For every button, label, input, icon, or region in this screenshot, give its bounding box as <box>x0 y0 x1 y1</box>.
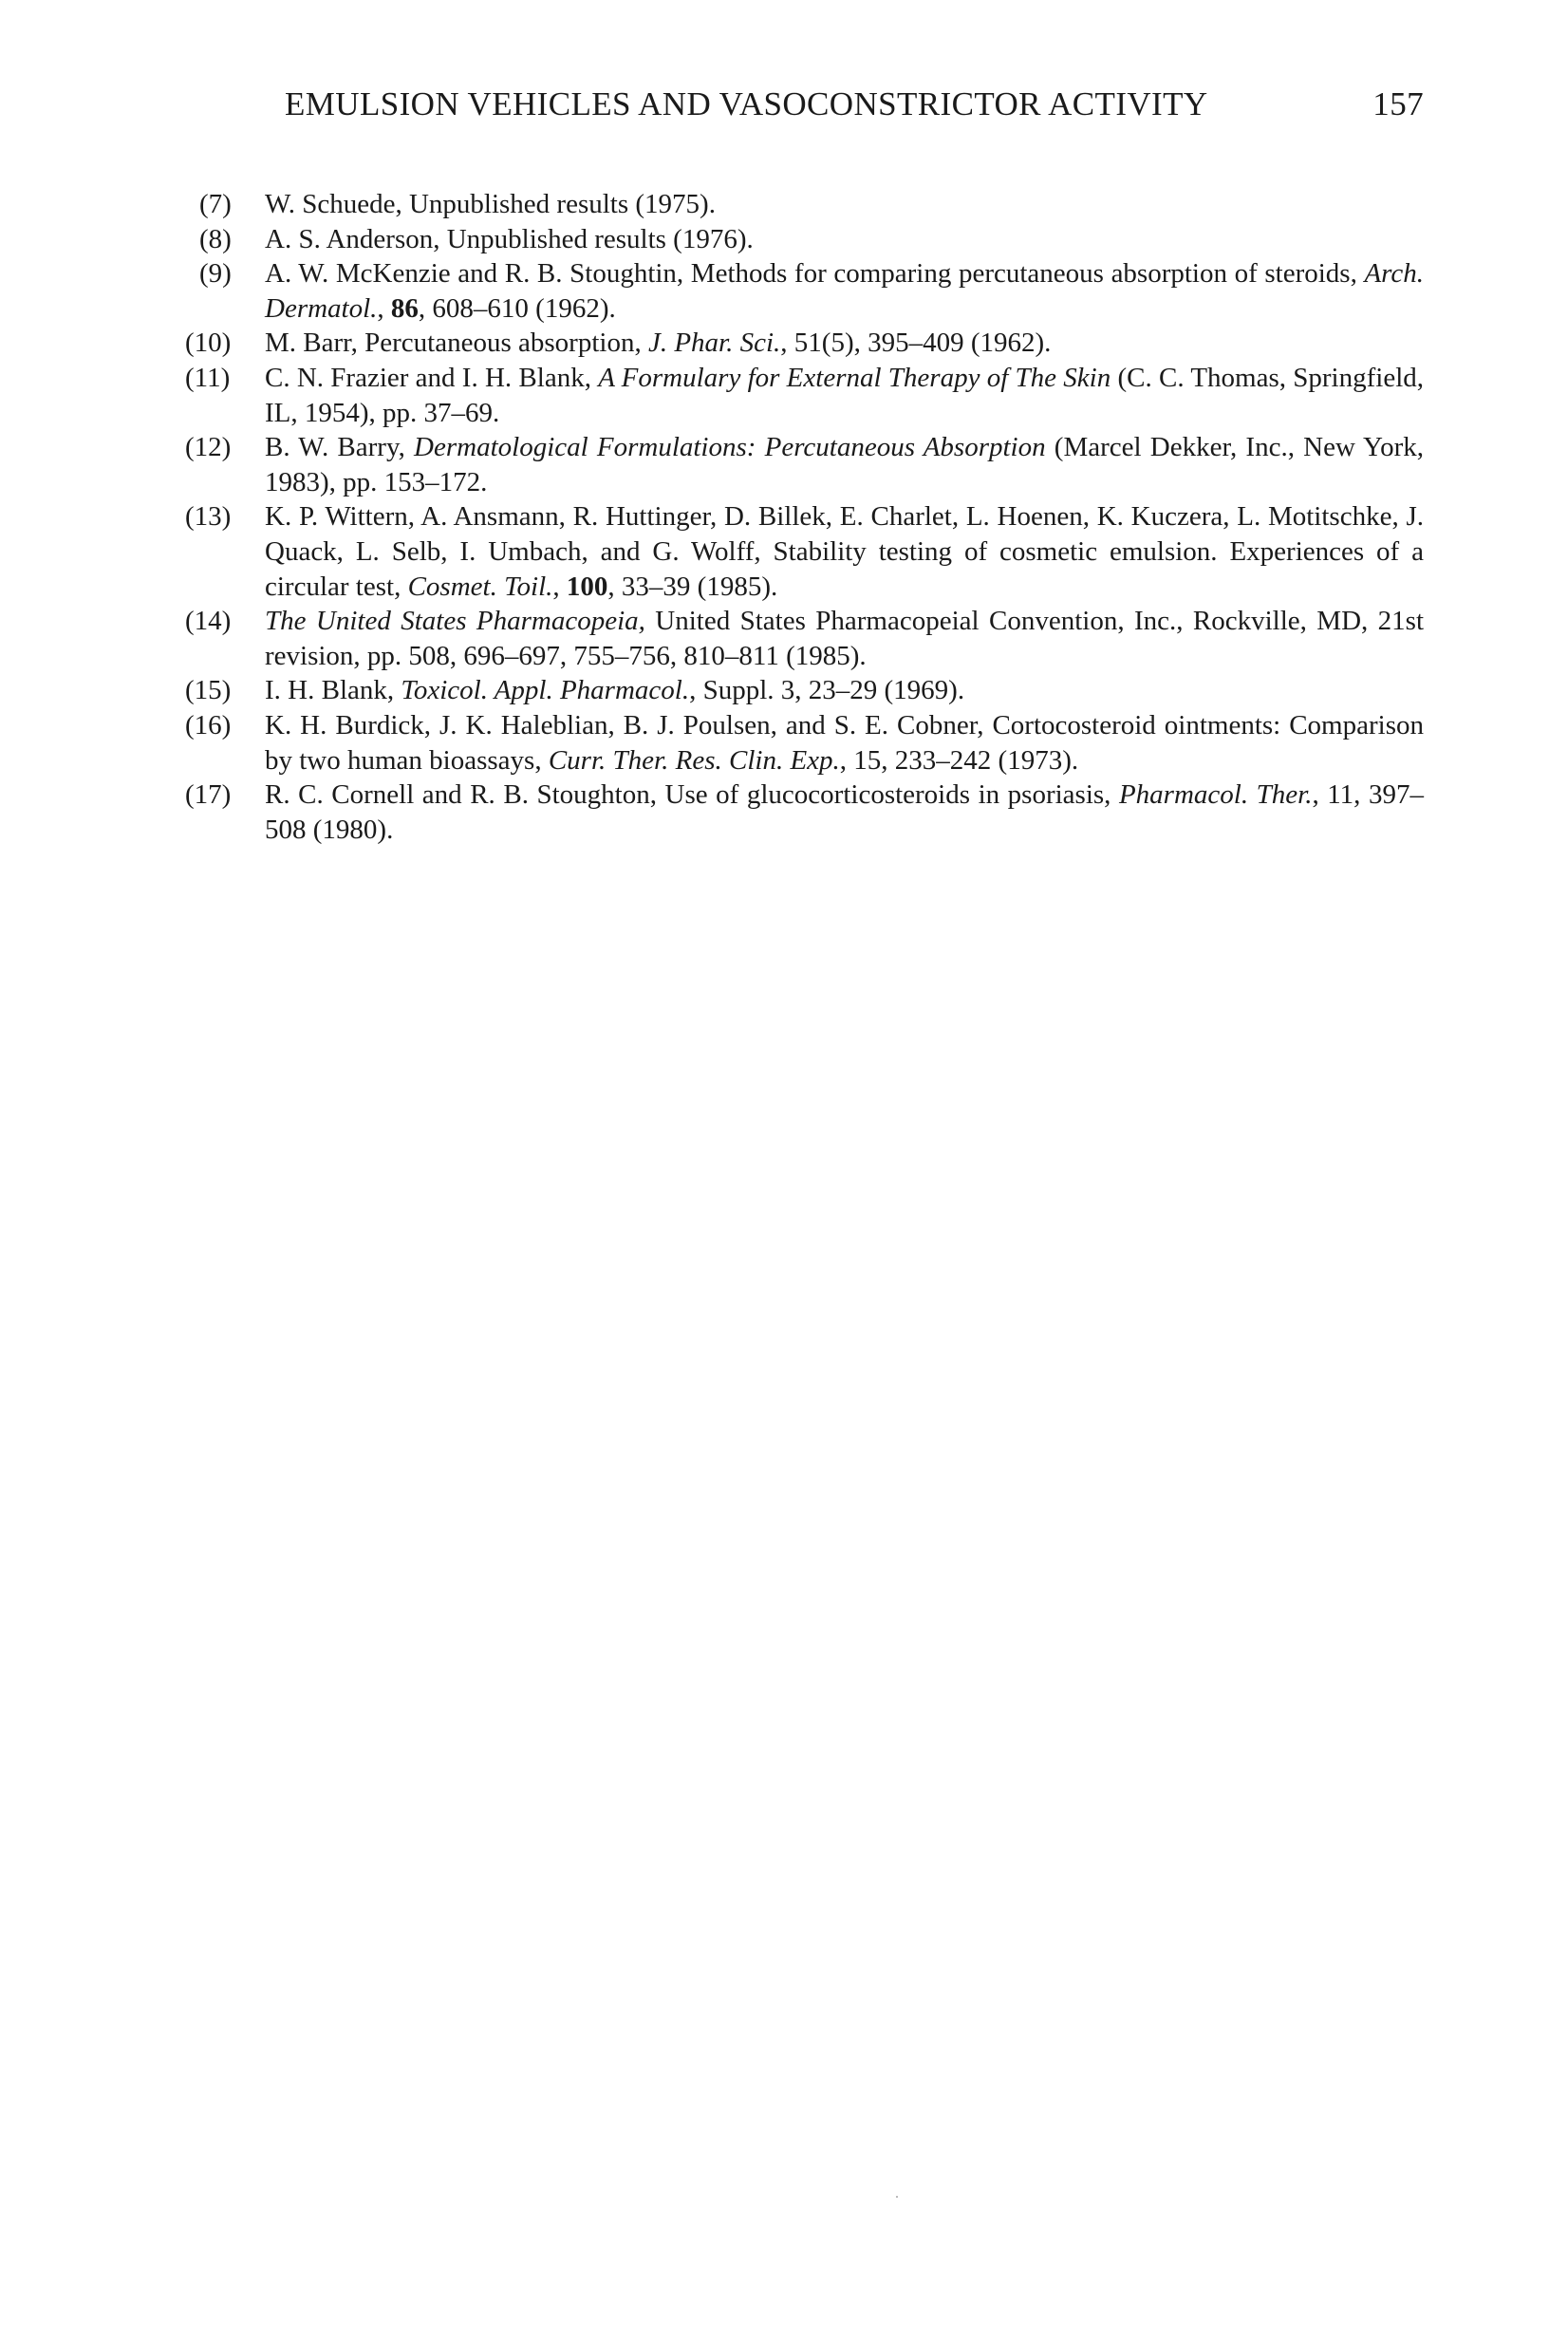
reference-item <box>185 430 1424 499</box>
reference-number: (13) <box>185 501 232 533</box>
reference-volume: 100 <box>566 571 608 602</box>
reference-text: , Suppl. 3, 23–29 (1969). <box>689 675 965 706</box>
reference-number: (11) <box>185 362 231 393</box>
reference-number: (8) <box>199 223 232 254</box>
reference-text: A. W. McKenzie and R. B. Stoughtin, Methods for comparing percutaneous absorption of steroids, <box>265 258 1365 290</box>
reference-italic-text: The United States Pharmacopeia, <box>265 606 645 637</box>
reference-italic-text: Dermatological Formulations: Percutaneous Absorption <box>414 432 1046 463</box>
reference-text: , 33–39 (1985). <box>607 571 778 602</box>
reference-item <box>185 256 1424 326</box>
reference-italic-text: J. Phar. Sci. <box>647 328 781 359</box>
reference-item <box>185 604 1424 673</box>
scan-speck <box>896 2196 898 2198</box>
reference-item <box>185 222 1424 257</box>
running-title: EMULSION VEHICLES AND VASOCONSTRICTOR ACTIVITY <box>285 85 1208 122</box>
reference-text: , 11, 397–508 (1980). <box>265 779 1424 845</box>
reference-text: , 15, 233–242 (1973). <box>839 744 1079 776</box>
reference-number: (12) <box>185 432 232 463</box>
reference-italic-text: Pharmacol. Ther. <box>1118 779 1313 811</box>
reference-text: , <box>377 292 391 324</box>
reference-italic-text: Curr. Ther. Res. Clin. Exp. <box>548 744 840 776</box>
reference-item <box>185 326 1424 361</box>
reference-list <box>185 187 1424 847</box>
reference-number: (15) <box>185 675 232 706</box>
running-head <box>285 85 1424 133</box>
reference-text: R. C. Cornell and R. B. Stoughton, Use of glucocorticosteroids in psoriasis, <box>265 779 1119 811</box>
reference-number: (14) <box>185 606 232 637</box>
page-number: 157 <box>1372 85 1424 122</box>
reference-text: A. S. Anderson, Unpublished results (1976). <box>265 223 754 254</box>
reference-item <box>185 361 1424 430</box>
reference-number: (17) <box>185 779 232 811</box>
reference-volume: 86 <box>390 292 419 324</box>
reference-item <box>185 499 1424 604</box>
reference-italic-text: Cosmet. Toil. <box>407 571 553 602</box>
reference-text: , <box>552 571 567 602</box>
reference-number: (16) <box>185 709 232 740</box>
reference-italic-text: Toxicol. Appl. Pharmacol. <box>401 675 690 706</box>
reference-text: W. Schuede, Unpublished results (1975). <box>265 189 716 219</box>
reference-italic-text: A Formulary for External Therapy of The Skin <box>598 362 1111 393</box>
reference-text: (Marcel Dekker, Inc., New York, 1983), pp. 153–172. <box>265 432 1424 497</box>
reference-item <box>185 187 1424 222</box>
reference-item <box>185 673 1424 708</box>
reference-text: C. N. Frazier and I. H. Blank, <box>265 362 599 393</box>
reference-number: (9) <box>199 258 232 290</box>
reference-text: United States Pharmacopeial Convention, Inc., Rockville, MD, 21st revision, pp. 508, 696–697, 755–756, 810–811 (1985). <box>265 606 1425 671</box>
reference-item <box>185 708 1424 778</box>
reference-text: K. H. Burdick, J. K. Haleblian, B. J. Poulsen, and S. E. Cobner, Cortocosteroid ointments: Comparison by two human bioassays, <box>265 709 1424 776</box>
reference-text: B. W. Barry, <box>265 432 415 463</box>
reference-text: , 608–610 (1962). <box>418 292 616 324</box>
reference-text: K. P. Wittern, A. Ansmann, R. Huttinger, D. Billek, E. Charlet, L. Hoenen, K. Kuczera, L. Motitschke, J. Quack, L. Selb, I. Umbach, and G. Wolff, Stability testing of cosmetic emulsion. Experiences of a circular test, <box>265 501 1424 602</box>
reference-text: I. H. Blank, <box>265 675 401 706</box>
reference-text: (C. C. Thomas, Springfield, IL, 1954), pp. 37–69. <box>265 362 1425 428</box>
reference-number: (7) <box>199 189 232 219</box>
reference-text: M. Barr, Percutaneous absorption, <box>265 328 648 359</box>
reference-item <box>185 778 1424 847</box>
reference-text: , 51(5), 395–409 (1962). <box>780 328 1052 359</box>
reference-number: (10) <box>185 328 232 359</box>
reference-italic-text: Arch. Dermatol. <box>265 258 1424 324</box>
